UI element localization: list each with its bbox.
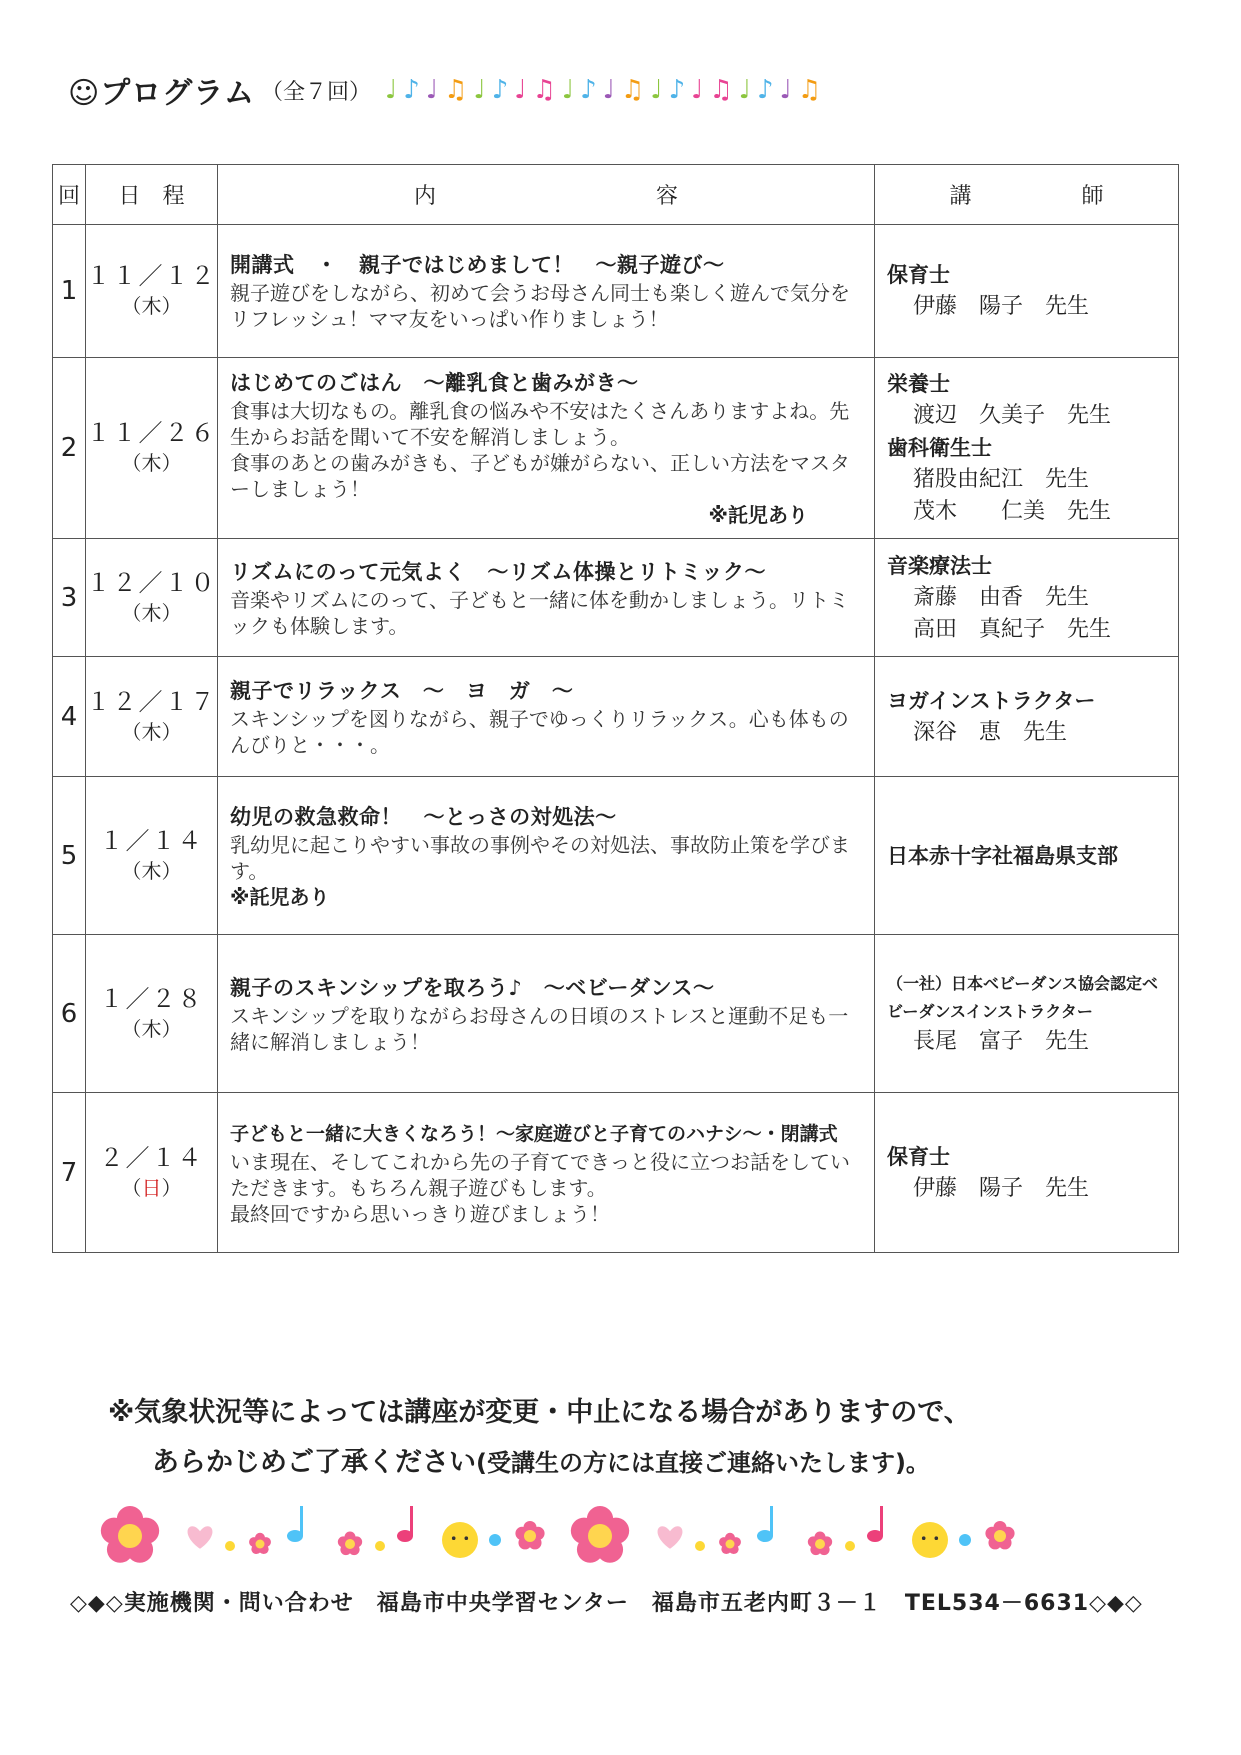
flower-icon — [101, 1506, 159, 1563]
table-row — [53, 225, 1179, 358]
music-note-icon: ♩ — [425, 75, 439, 105]
session-content — [218, 657, 875, 777]
heart-icon — [658, 1526, 683, 1549]
dot-icon — [225, 1541, 235, 1551]
teacher-name: 長尾 富子 先生 — [913, 1028, 1090, 1054]
teacher-role: 栄養士 — [887, 372, 950, 396]
weekday: （木） — [121, 294, 182, 318]
session-description-2: 最終回ですから思いっきり遊びましょう！ — [230, 1201, 610, 1226]
date-text: １／２８ — [99, 984, 204, 1013]
table-row — [53, 657, 1179, 777]
teacher-role: 音楽療法士 — [887, 553, 992, 578]
weekday: （木） — [121, 858, 182, 883]
decoration-border — [100, 1500, 1140, 1570]
session-title: 親子でリラックス ～ ヨ ガ ～ — [230, 678, 574, 703]
session-teacher — [875, 935, 1179, 1093]
music-note-icon: ♩ — [650, 75, 663, 105]
session-description: 親子遊びをしながら、初めて会うお母さん同士も楽しく遊んで気分をリフレッシュ！ママ友をいっぱい作りましょう！ — [230, 281, 850, 331]
weekday: （木） — [121, 451, 182, 475]
teacher-name: 茂木 仁美 先生 — [913, 499, 1112, 524]
music-note-icon: ♪ — [580, 75, 597, 105]
program-header — [68, 70, 821, 110]
session-number: 4 — [53, 657, 86, 777]
table-header-row — [53, 165, 1179, 225]
teacher-name: 猪股由紀江 先生 — [913, 467, 1090, 492]
header-content: 内 容 — [218, 165, 875, 225]
flower-icon — [515, 1521, 544, 1549]
dot-icon — [695, 1541, 705, 1551]
teacher-organization: 日本赤十字社福島県支部 — [887, 843, 1118, 868]
session-content — [218, 539, 875, 657]
teacher-name: 深谷 恵 先生 — [913, 719, 1068, 745]
session-description-2: 食事のあとの歯みがきも、子どもが嫌がらない、正しい方法をマスターしましょう！ — [230, 451, 850, 501]
teacher-name: 伊藤 陽子 先生 — [913, 1175, 1090, 1201]
date-text: ２／１４ — [99, 1143, 204, 1172]
date-text: １１／２６ — [86, 419, 217, 447]
session-description: 乳幼児に起こりやすい事故の事例やその対処法、事故防止策を学びます。 — [230, 832, 850, 883]
teacher-role: 歯科衛生士 — [887, 436, 992, 460]
music-note-icon: ♩ — [473, 75, 486, 105]
teacher-role: 保育士 — [887, 1144, 950, 1169]
flower-icon — [985, 1521, 1014, 1549]
music-note-icon: ♩ — [385, 75, 398, 105]
flower-icon — [719, 1533, 741, 1554]
weekday-sunday: 日 — [141, 1175, 162, 1200]
session-date — [86, 1093, 218, 1253]
session-description: スキンシップを図りながら、親子でゆっくりリラックス。心も体ものんびりと・・・。 — [230, 706, 849, 757]
dot-icon — [375, 1541, 385, 1551]
dot-icon — [489, 1534, 501, 1546]
program-table — [52, 164, 1179, 1253]
session-content — [218, 935, 875, 1093]
music-note-icon: ♩ — [561, 75, 575, 105]
table-row — [53, 358, 1179, 539]
header-teacher: 講 師 — [875, 165, 1179, 225]
session-content — [218, 225, 875, 358]
session-date — [86, 539, 218, 657]
session-date — [86, 935, 218, 1093]
session-date — [86, 358, 218, 539]
music-note-icon: ♩ — [738, 75, 752, 105]
weekday: （木） — [121, 719, 182, 744]
music-note-icon: ♫ — [444, 75, 468, 105]
music-note-icon — [397, 1506, 413, 1542]
flower-icon — [808, 1532, 832, 1556]
session-content — [218, 777, 875, 935]
smiley-icon — [442, 1522, 478, 1558]
teacher-role: ヨガインストラクター — [887, 688, 1096, 713]
flower-icon — [571, 1506, 629, 1563]
warning-text: あらかじめご了承ください — [152, 1447, 476, 1478]
music-note-icon: ♫ — [709, 75, 733, 105]
table-row — [53, 539, 1179, 657]
table-row — [53, 777, 1179, 935]
session-teacher — [875, 539, 1179, 657]
session-content — [218, 358, 875, 539]
flower-icon — [249, 1533, 271, 1554]
session-number: 7 — [53, 1093, 86, 1253]
dot-icon — [959, 1534, 971, 1546]
session-title: はじめてのごはん ～離乳食と歯みがき～ — [230, 371, 639, 395]
teacher-role: 保育士 — [887, 263, 950, 287]
heart-icon — [188, 1526, 213, 1549]
music-note-icon: ♩ — [514, 75, 527, 105]
music-note-icon — [867, 1506, 883, 1542]
music-notes-decoration — [385, 77, 821, 103]
music-note-icon: ♫ — [532, 75, 556, 105]
music-note-icon — [757, 1506, 773, 1542]
dot-icon — [845, 1541, 855, 1551]
session-number: 2 — [53, 358, 86, 539]
header-date: 日 程 — [86, 165, 218, 225]
session-date — [86, 777, 218, 935]
teacher-name: 斎藤 由香 先生 — [913, 584, 1090, 610]
table-row — [53, 935, 1179, 1093]
warning-line-2 — [108, 1438, 1128, 1488]
childcare-note: ※託児あり — [708, 503, 808, 527]
date-text: １／１４ — [99, 826, 204, 855]
session-title: リズムにのって元気よく ～リズム体操とリトミック～ — [230, 559, 767, 584]
date-text: １１／１２ — [86, 262, 217, 290]
session-teacher — [875, 777, 1179, 935]
weekday-close: ） — [161, 1175, 182, 1200]
session-number: 3 — [53, 539, 86, 657]
session-teacher — [875, 657, 1179, 777]
music-note-icon: ♩ — [691, 75, 704, 105]
music-note-icon: ♩ — [602, 75, 615, 105]
session-teacher — [875, 225, 1179, 358]
session-teacher — [875, 1093, 1179, 1253]
session-description: 食事は大切なもの。離乳食の悩みや不安はたくさんありますよね。先生からお話を聞いて不安を解消しましょう。 — [230, 399, 850, 449]
weekday-open: （ — [121, 1175, 142, 1200]
music-note-icon: ♩ — [779, 75, 792, 105]
smiley-icon — [912, 1522, 948, 1558]
session-description: いま現在、そしてこれから先の子育てできっと役に立つお話をしていただきます。もちろん親子遊びもします。 — [230, 1149, 850, 1200]
music-note-icon: ♪ — [491, 75, 509, 105]
date-text: １２／１０ — [86, 568, 217, 597]
header-no: 回 — [53, 165, 86, 225]
session-description: スキンシップを取りながらお母さんの日頃のストレスと運動不足も一緒に解消しましょう！ — [230, 1003, 849, 1054]
music-note-icon: ♪ — [403, 75, 420, 105]
session-number: 1 — [53, 225, 86, 358]
session-teacher — [875, 358, 1179, 539]
music-note-icon — [287, 1506, 303, 1542]
table-row — [53, 1093, 1179, 1253]
page-title: ☺プログラム — [68, 76, 255, 111]
music-note-icon: ♫ — [621, 75, 645, 105]
date-text: １２／１７ — [86, 687, 217, 716]
session-title: 開講式 ・ 親子ではじめまして！ ～親子遊び～ — [230, 253, 725, 277]
warning-paren: (受講生の方には直接ご連絡いたします)。 — [476, 1449, 930, 1477]
weather-warning — [108, 1388, 1128, 1488]
contact-footer: ◇◆◇実施機関・問い合わせ 福島市中央学習センター 福島市五老内町３－１ TEL534－6631◇◆◇ — [70, 1591, 1143, 1616]
page-subtitle: （全７回） — [260, 79, 371, 105]
teacher-name: 渡辺 久美子 先生 — [913, 403, 1112, 428]
music-note-icon: ♫ — [797, 75, 822, 105]
weekday: （木） — [121, 600, 182, 625]
teacher-name: 伊藤 陽子 先生 — [913, 294, 1090, 319]
teacher-role: （一社）日本ベビーダンス協会認定ベビーダンスインストラクター — [887, 973, 1159, 1021]
music-note-icon: ♪ — [757, 75, 774, 105]
session-date — [86, 657, 218, 777]
session-content — [218, 1093, 875, 1253]
warning-line-1: ※気象状況等によっては講座が変更・中止になる場合がありますので、 — [108, 1397, 971, 1428]
flower-icon — [338, 1532, 362, 1556]
session-number: 5 — [53, 777, 86, 935]
session-date — [86, 225, 218, 358]
session-title: 子どもと一緒に大きくなろう！～家庭遊びと子育てのハナシ～・閉講式 — [230, 1122, 838, 1145]
childcare-note: ※託児あり — [230, 884, 330, 909]
session-description: 音楽やリズムにのって、子どもと一緒に体を動かしましょう。リトミックも体験します。 — [230, 587, 849, 638]
session-title: 幼児の救急救命！ ～とっさの対処法～ — [230, 804, 617, 829]
weekday — [86, 1173, 217, 1203]
weekday: （木） — [121, 1016, 182, 1041]
session-number: 6 — [53, 935, 86, 1093]
music-note-icon: ♪ — [668, 75, 686, 105]
session-title: 親子のスキンシップを取ろう♪ ～ベビーダンス～ — [230, 975, 715, 1000]
teacher-name: 高田 真紀子 先生 — [913, 616, 1112, 642]
